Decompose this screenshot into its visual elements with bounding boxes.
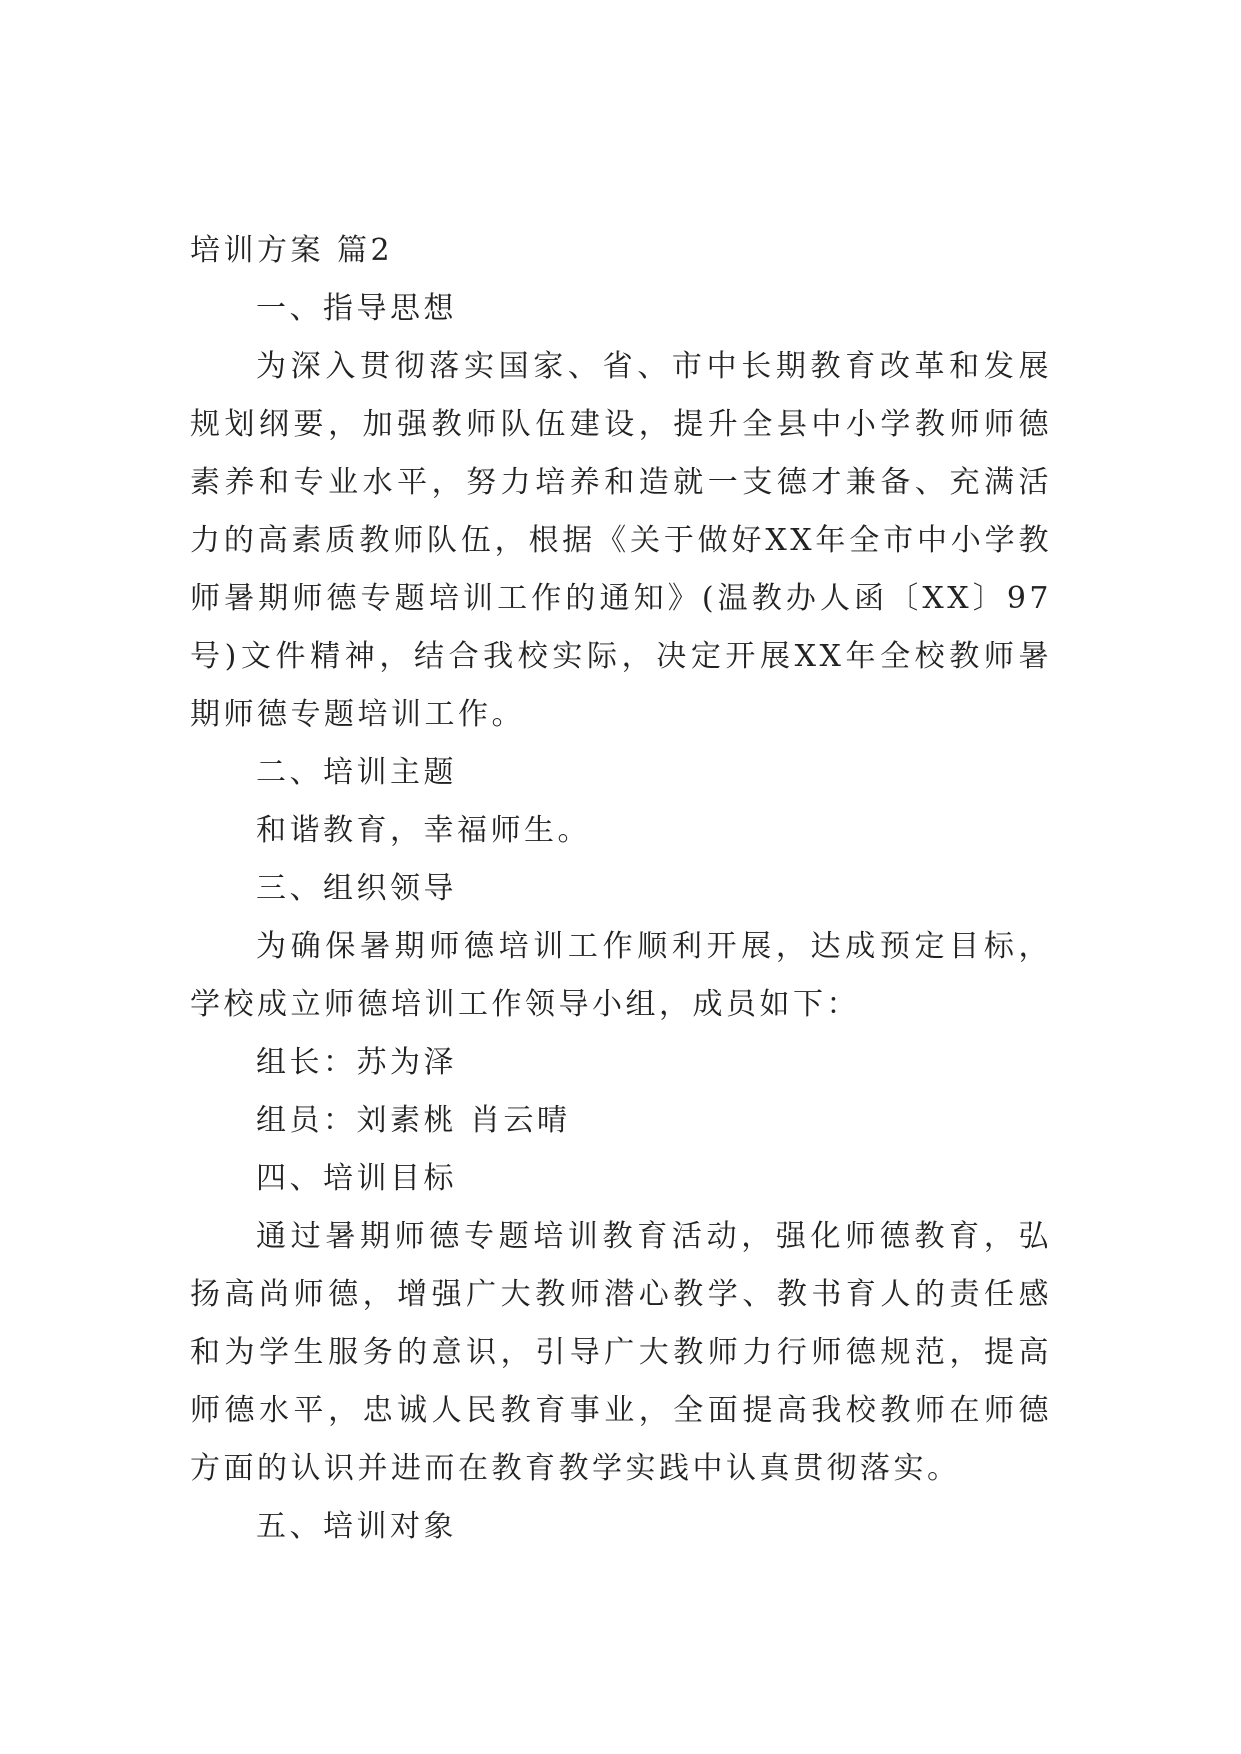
paragraph-training-goals: 通过暑期师德专题培训教育活动，强化师德教育，弘扬高尚师德，增强广大教师潜心教学、教书育人的责任感和为学生服务的意识，引导广大教师力行师德规范，提高师德水平，忠诚人民教育事业，全面提高我校教师在师德方面的认识并进而在教育教学实践中认真贯彻落实。 (190, 1219, 1052, 1486)
section-heading-leadership: 三、组织领导 (256, 871, 457, 906)
section-heading-training-goals: 四、培训目标 (256, 1161, 457, 1196)
paragraph-training-theme: 和谐教育，幸福师生。 (256, 813, 591, 848)
paragraph-leadership: 为确保暑期师德培训工作顺利开展，达成预定目标，学校成立师德培训工作领导小组，成员如下： (190, 929, 1052, 1022)
paragraph-group-members: 组员：刘素桃 肖云晴 (256, 1103, 571, 1138)
section-heading-training-theme: 二、培训主题 (256, 755, 457, 790)
document-body (190, 222, 1052, 1556)
section-heading-training-audience: 五、培训对象 (256, 1509, 457, 1544)
paragraph-group-leader: 组长：苏为泽 (256, 1045, 457, 1080)
section-heading-guiding-ideology: 一、指导思想 (256, 291, 457, 326)
document-title: 培训方案 篇2 (190, 233, 394, 268)
paragraph-guiding-ideology: 为深入贯彻落实国家、省、市中长期教育改革和发展规划纲要，加强教师队伍建设，提升全县中小学教师师德素养和专业水平，努力培养和造就一支德才兼备、充满活力的高素质教师队伍，根据《关于做好XX年全市中小学教师暑期师德专题培训工作的通知》(温教办人函〔XX〕97号)文件精神，结合我校实际，决定开展XX年全校教师暑期师德专题培训工作。 (190, 349, 1052, 732)
